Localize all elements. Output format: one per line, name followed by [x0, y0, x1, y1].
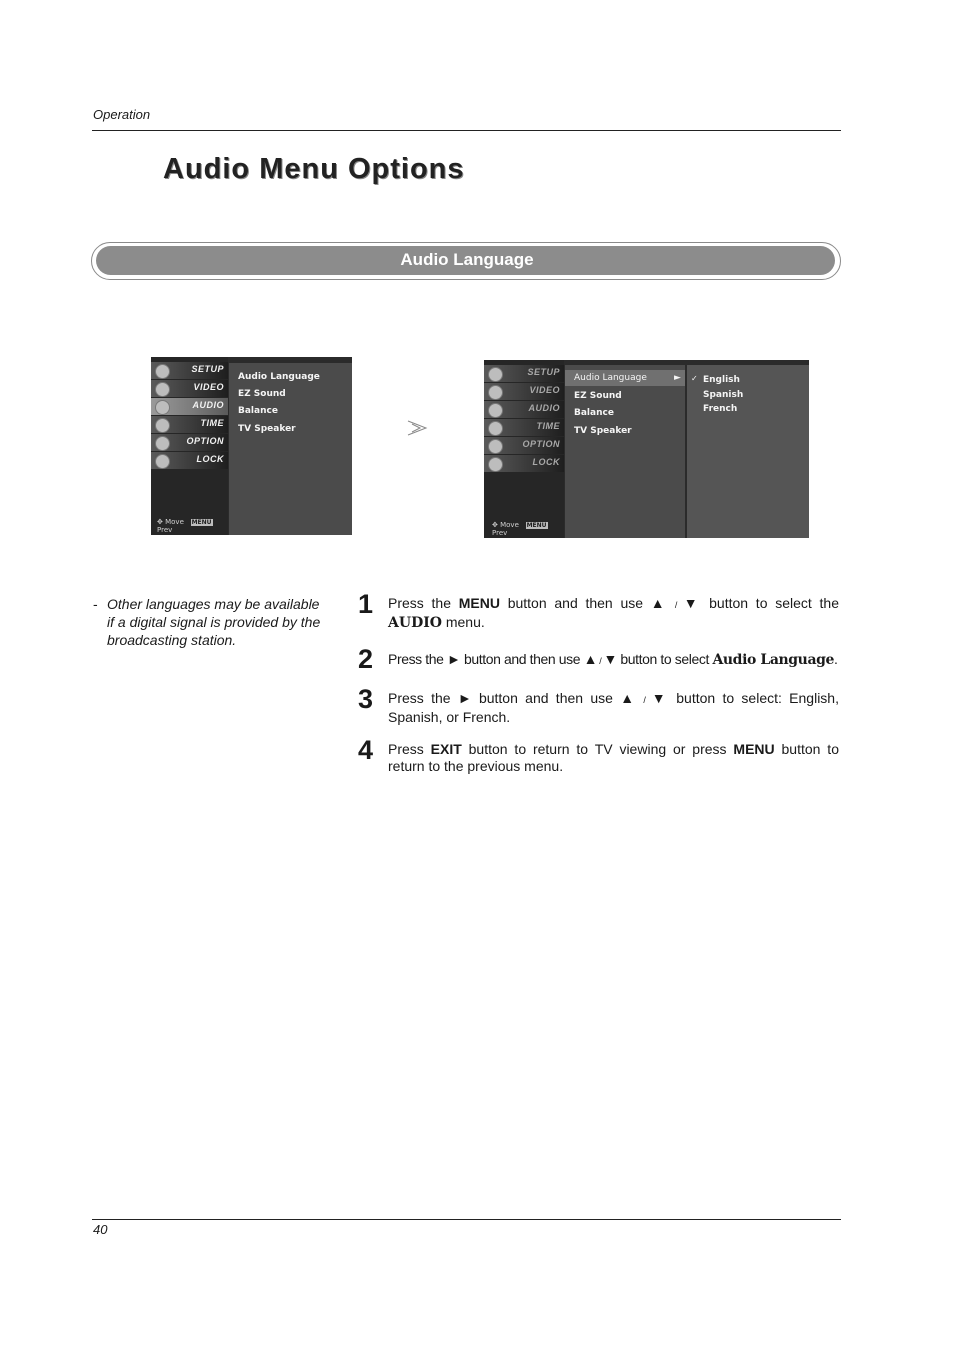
step-text-part: button and then use — [460, 651, 584, 667]
setup-icon — [488, 367, 503, 382]
page-number: 40 — [93, 1222, 108, 1237]
down-arrow-icon: ▼ — [603, 651, 617, 667]
menu-keyword: MENU — [733, 741, 775, 757]
up-arrow-icon: ▲ — [650, 595, 669, 611]
step-text-part: button to select — [616, 651, 713, 667]
step-text-part: button and then use — [471, 690, 621, 706]
osd-tab-label: LOCK — [196, 454, 224, 464]
osd-tab-label: OPTION — [522, 439, 560, 449]
down-arrow-icon: ▼ — [683, 595, 702, 611]
check-icon: ✓ — [691, 374, 698, 383]
down-arrow-icon: ▼ — [651, 690, 669, 706]
exit-keyword: EXIT — [430, 741, 462, 757]
osd-menu-panel — [229, 363, 352, 535]
step-text-part: button to return to the previous menu. — [388, 741, 839, 774]
osd-tab-label: VIDEO — [193, 382, 224, 392]
step-text-part: menu. — [441, 614, 485, 630]
up-arrow-icon: ▲ — [583, 651, 598, 667]
lock-icon — [155, 454, 170, 469]
menu-key-icon: MENU — [526, 522, 547, 529]
menu-keyword: MENU — [458, 595, 500, 611]
osd-item-tv-speaker: TV Speaker — [238, 424, 296, 434]
step-number: 1 — [358, 589, 374, 619]
osd-tab-option — [151, 434, 228, 451]
lock-icon — [488, 457, 503, 472]
osd-tab-video — [151, 380, 228, 397]
step-text — [388, 595, 839, 632]
step-text-part: Press the — [388, 690, 458, 706]
submenu-arrow-icon: ► — [674, 373, 681, 383]
right-arrow-icon: ► — [447, 651, 461, 667]
osd-screen-left — [151, 357, 352, 535]
step-text-part: Press — [388, 741, 431, 757]
audio-keyword: AUDIO — [388, 615, 442, 631]
time-icon — [155, 418, 170, 433]
audio-language-keyword: Audio Language — [712, 652, 835, 668]
double-arrow-right-icon — [406, 419, 430, 437]
step-text-part: button to select the — [701, 595, 839, 611]
osd-item-audio-language: Audio Language — [574, 373, 647, 383]
move-icon: ✥ — [492, 521, 498, 529]
osd-tab-label: TIME — [200, 418, 224, 428]
osd-tab-label: OPTION — [186, 436, 224, 446]
osd-tab-lock — [484, 455, 564, 472]
osd-tab-setup — [484, 365, 564, 382]
osd-tab-audio — [151, 398, 228, 415]
osd-item-ez-sound: EZ Sound — [238, 389, 286, 399]
osd-submenu-panel — [687, 365, 809, 538]
osd-tab-setup — [151, 362, 228, 379]
osd-tab-label: AUDIO — [192, 400, 224, 410]
footer-rule — [92, 1219, 841, 1220]
osd-tab-label: AUDIO — [528, 403, 560, 413]
step-text-part: Press the — [388, 651, 448, 667]
osd-submenu-english: English — [703, 375, 740, 385]
osd-item-tv-speaker: TV Speaker — [574, 426, 632, 436]
osd-tab-video — [484, 383, 564, 400]
video-icon — [155, 382, 170, 397]
option-icon — [488, 439, 503, 454]
osd-submenu-french: French — [703, 404, 738, 414]
slash: / — [668, 600, 684, 610]
slash: / — [597, 656, 604, 666]
osd-tab-column — [484, 360, 564, 538]
osd-tab-option — [484, 437, 564, 454]
step-number: 3 — [358, 684, 374, 714]
header-rule — [92, 130, 841, 131]
step-text-part: button to return to TV viewing or press — [461, 741, 734, 757]
audio-icon — [488, 403, 503, 418]
step-text-part: . — [834, 651, 838, 667]
section-banner-label: Audio Language — [400, 250, 534, 269]
video-icon — [488, 385, 503, 400]
note-dash: - — [93, 596, 98, 612]
osd-tab-audio — [484, 401, 564, 418]
step-text — [388, 651, 839, 670]
move-icon: ✥ — [157, 518, 163, 526]
osd-tab-label: LOCK — [532, 457, 560, 467]
osd-menu-panel — [565, 365, 685, 538]
osd-footer-prev: Prev — [492, 529, 508, 537]
osd-item-balance: Balance — [238, 406, 278, 416]
osd-footer-prev: Prev — [157, 526, 173, 534]
step-text-part: button and then use — [499, 595, 651, 611]
option-icon — [155, 436, 170, 451]
osd-submenu-spanish: Spanish — [703, 390, 744, 400]
step-text — [388, 741, 839, 775]
step-text — [388, 690, 839, 726]
step-number: 2 — [358, 644, 374, 674]
up-arrow-icon: ▲ — [620, 690, 638, 706]
osd-item-ez-sound: EZ Sound — [574, 391, 622, 401]
osd-screen-right — [484, 360, 809, 538]
osd-tab-label: SETUP — [527, 367, 560, 377]
osd-item-balance: Balance — [574, 408, 614, 418]
step-text-part: Press the — [388, 595, 459, 611]
page-title: Audio Menu Options — [163, 153, 465, 185]
osd-item-audio-language: Audio Language — [238, 372, 320, 382]
osd-footer-move: Move — [500, 521, 519, 529]
osd-tab-label: VIDEO — [529, 385, 560, 395]
menu-key-icon: MENU — [191, 519, 212, 526]
osd-tab-label: TIME — [536, 421, 560, 431]
osd-tab-column — [151, 357, 228, 535]
osd-footer — [492, 521, 564, 537]
osd-footer-move: Move — [165, 518, 184, 526]
osd-footer — [157, 518, 228, 534]
osd-tab-lock — [151, 452, 228, 469]
step-number: 4 — [358, 735, 374, 765]
slash: / — [637, 695, 652, 705]
note-text: Other languages may be available if a digital signal is provided by the broadcasting station. — [107, 596, 321, 648]
time-icon — [488, 421, 503, 436]
osd-tab-label: SETUP — [191, 364, 224, 374]
osd-tab-time — [151, 416, 228, 433]
section-label: Operation — [93, 107, 151, 122]
right-arrow-icon: ► — [457, 690, 472, 706]
audio-icon — [155, 400, 170, 415]
osd-tab-time — [484, 419, 564, 436]
step-text-part: button to select: English, Spanish, or French. — [388, 690, 839, 725]
setup-icon — [155, 364, 170, 379]
